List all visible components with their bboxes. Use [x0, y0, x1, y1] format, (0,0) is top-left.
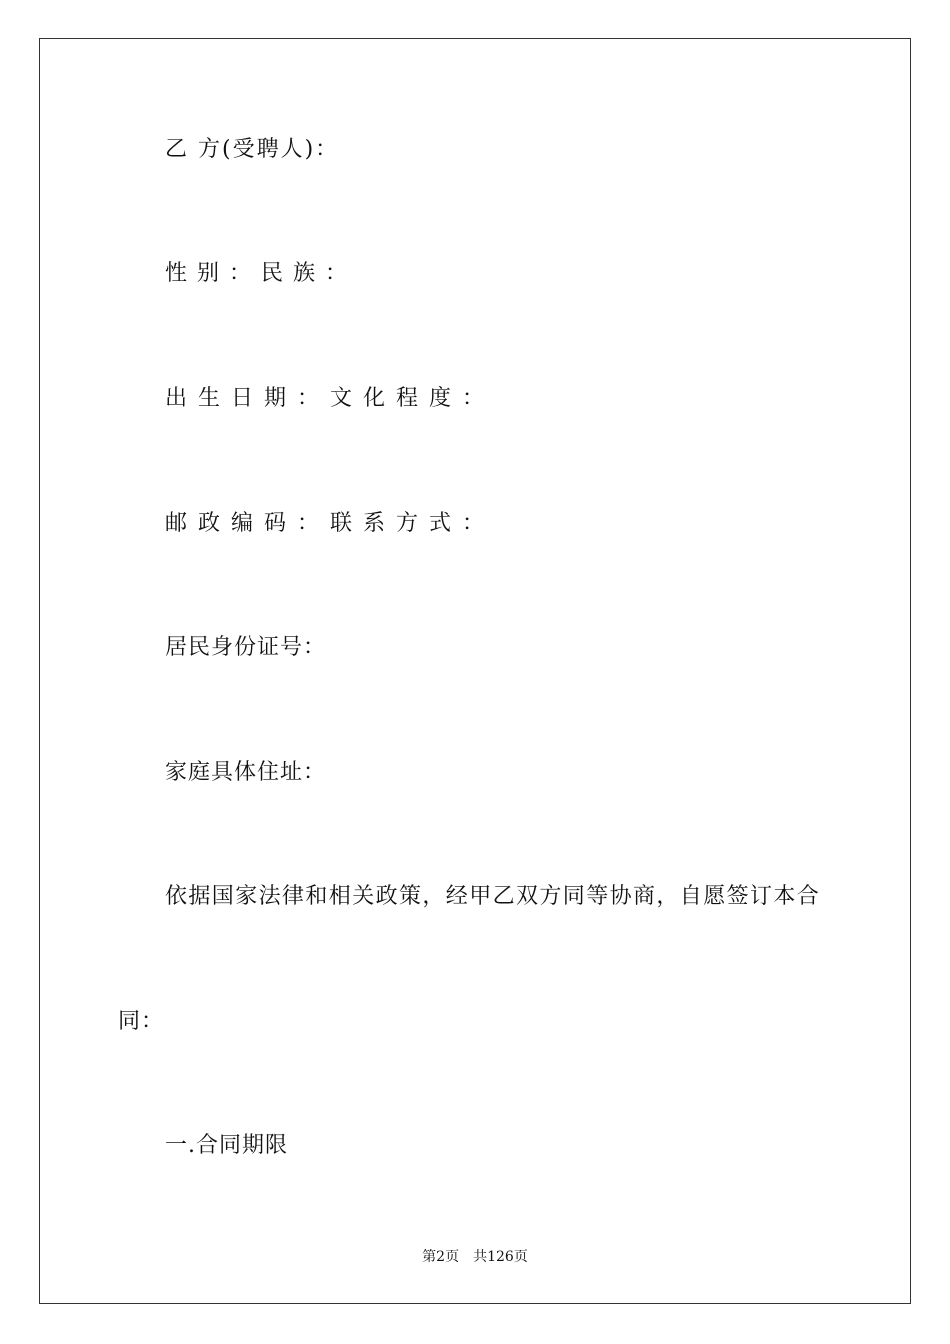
party-b-line: 乙 方(受聘人)：: [165, 137, 340, 162]
page-number: 第2页: [422, 1249, 460, 1265]
postcode-contact-line: 邮政编码：联系方式：: [165, 511, 496, 536]
section-heading-contract-term: 一.合同期限: [165, 1133, 288, 1158]
page-frame: [39, 38, 911, 1304]
page-total: 共126页: [473, 1249, 528, 1265]
gender-ethnicity-line: 性别：民族：: [165, 261, 358, 286]
id-number-line: 居民身份证号：: [165, 635, 327, 660]
page-footer: [0, 1247, 950, 1267]
agreement-paragraph-continuation: 同：: [118, 1009, 165, 1034]
birthdate-education-line: 出生日期：文化程度：: [165, 386, 496, 411]
agreement-paragraph-line: 依据国家法律和相关政策，经甲乙双方同等协商，自愿签订本合: [165, 884, 821, 909]
home-address-line: 家庭具体住址：: [165, 760, 327, 785]
